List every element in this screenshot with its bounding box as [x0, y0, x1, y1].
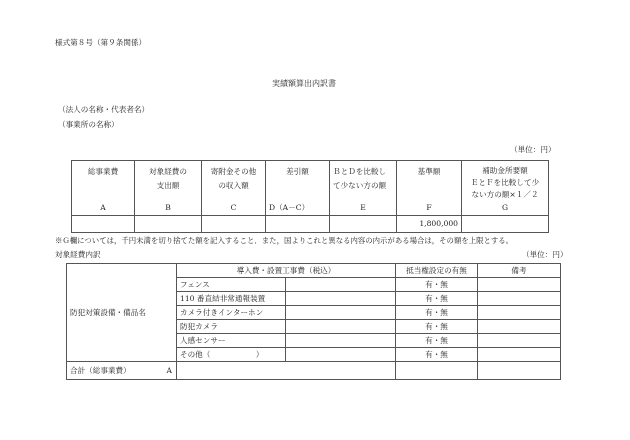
- item-amount[interactable]: [286, 306, 396, 320]
- header-expenditure: [135, 161, 202, 216]
- value-e[interactable]: [330, 216, 397, 233]
- total-letter: A: [166, 366, 172, 375]
- breakdown-unit-label: （単位：円）: [522, 250, 568, 259]
- column-letter: D（A－C）: [269, 203, 310, 213]
- breakdown-header-row: [67, 264, 561, 278]
- total-row: [67, 362, 561, 380]
- item-remarks[interactable]: [478, 320, 561, 334]
- item-name: その他（ ）: [177, 348, 286, 362]
- column-letter: C: [230, 203, 237, 213]
- header-line: ない方の額×１／２: [471, 190, 539, 199]
- header-line: て少ない方の額: [333, 181, 387, 190]
- column-letter: A: [100, 203, 106, 213]
- column-letter: E: [360, 203, 366, 213]
- office-label: （事業所の名称）: [58, 120, 119, 129]
- header-lesser-bd: [330, 161, 397, 216]
- item-name: 人感センサー: [177, 334, 286, 348]
- header-cost: 導入費・設置工事費（税込）: [177, 264, 396, 278]
- total-label: 合計（総事業費）: [70, 365, 131, 375]
- total-mortgage-cell: [396, 362, 478, 380]
- header-line: ＢとＤを比較し: [333, 167, 387, 176]
- item-amount[interactable]: [286, 292, 396, 306]
- mortgage-choice[interactable]: 有・無: [396, 306, 478, 320]
- breakdown-title: 対象経費内訳: [55, 250, 101, 259]
- corporation-label: （法人の名称・代表者名）: [58, 105, 150, 114]
- mortgage-choice[interactable]: 有・無: [396, 348, 478, 362]
- header-line: の収入額: [218, 181, 249, 190]
- column-letter: G: [501, 203, 509, 213]
- header-line: 支出額: [156, 181, 180, 190]
- header-line: 差引額: [286, 167, 309, 176]
- breakdown-table: [66, 263, 561, 380]
- header-line: 対象経費の: [149, 167, 187, 176]
- header-line: 総事業費: [87, 167, 119, 176]
- summary-header-row: [72, 161, 549, 216]
- header-donation-income: [202, 161, 266, 216]
- header-total-cost: [72, 161, 135, 216]
- item-amount[interactable]: [286, 278, 396, 292]
- unit-label: （単位：円）: [510, 145, 556, 154]
- value-c[interactable]: [202, 216, 266, 233]
- value-b[interactable]: [135, 216, 202, 233]
- item-remarks[interactable]: [478, 306, 561, 320]
- mortgage-choice[interactable]: 有・無: [396, 278, 478, 292]
- column-letter: F: [426, 203, 432, 213]
- header-line: 寄附金その他: [210, 167, 257, 176]
- item-amount[interactable]: [286, 334, 396, 348]
- item-remarks[interactable]: [478, 348, 561, 362]
- total-value[interactable]: [177, 362, 396, 380]
- mortgage-choice[interactable]: 有・無: [396, 320, 478, 334]
- item-name: 防犯カメラ: [177, 320, 286, 334]
- mortgage-choice[interactable]: 有・無: [396, 292, 478, 306]
- header-line: 補助金所要額: [482, 166, 528, 175]
- summary-table: [71, 160, 549, 233]
- category-label: 防犯対策設備・備品名: [67, 264, 177, 362]
- header-difference: [266, 161, 330, 216]
- header-mortgage: 抵当権設定の有無: [396, 264, 478, 278]
- document-title: 実績額算出内訳書: [272, 79, 336, 88]
- note-text: ※Ｇ欄については，千円未満を切り捨てた額を記入すること．また，国よりこれと異なる内容の内示がある場合は，その額を上限とする。: [55, 236, 514, 245]
- item-remarks[interactable]: [478, 334, 561, 348]
- form-number: 様式第８号（第９条関係）: [55, 38, 147, 47]
- value-f[interactable]: 1,800,000: [397, 216, 462, 233]
- item-name: フェンス: [177, 278, 286, 292]
- header-line: 基準額: [417, 167, 441, 176]
- item-name: カメラ付きインターホン: [177, 306, 286, 320]
- header-subsidy-required: [462, 161, 549, 216]
- value-a[interactable]: [72, 216, 135, 233]
- header-remarks: 備考: [478, 264, 561, 278]
- item-amount[interactable]: [286, 348, 396, 362]
- item-name: 110 番直結非常通報装置: [177, 292, 286, 306]
- item-amount[interactable]: [286, 320, 396, 334]
- summary-value-row: [72, 216, 549, 233]
- column-letter: B: [165, 203, 171, 213]
- item-remarks[interactable]: [478, 292, 561, 306]
- total-remarks-cell: [478, 362, 561, 380]
- mortgage-choice[interactable]: 有・無: [396, 334, 478, 348]
- item-remarks[interactable]: [478, 278, 561, 292]
- total-label-cell: [67, 362, 177, 380]
- header-line: ＥとＦを比較して少: [470, 178, 540, 187]
- header-standard-amount: [397, 161, 462, 216]
- value-d[interactable]: [266, 216, 330, 233]
- value-g[interactable]: [462, 216, 549, 233]
